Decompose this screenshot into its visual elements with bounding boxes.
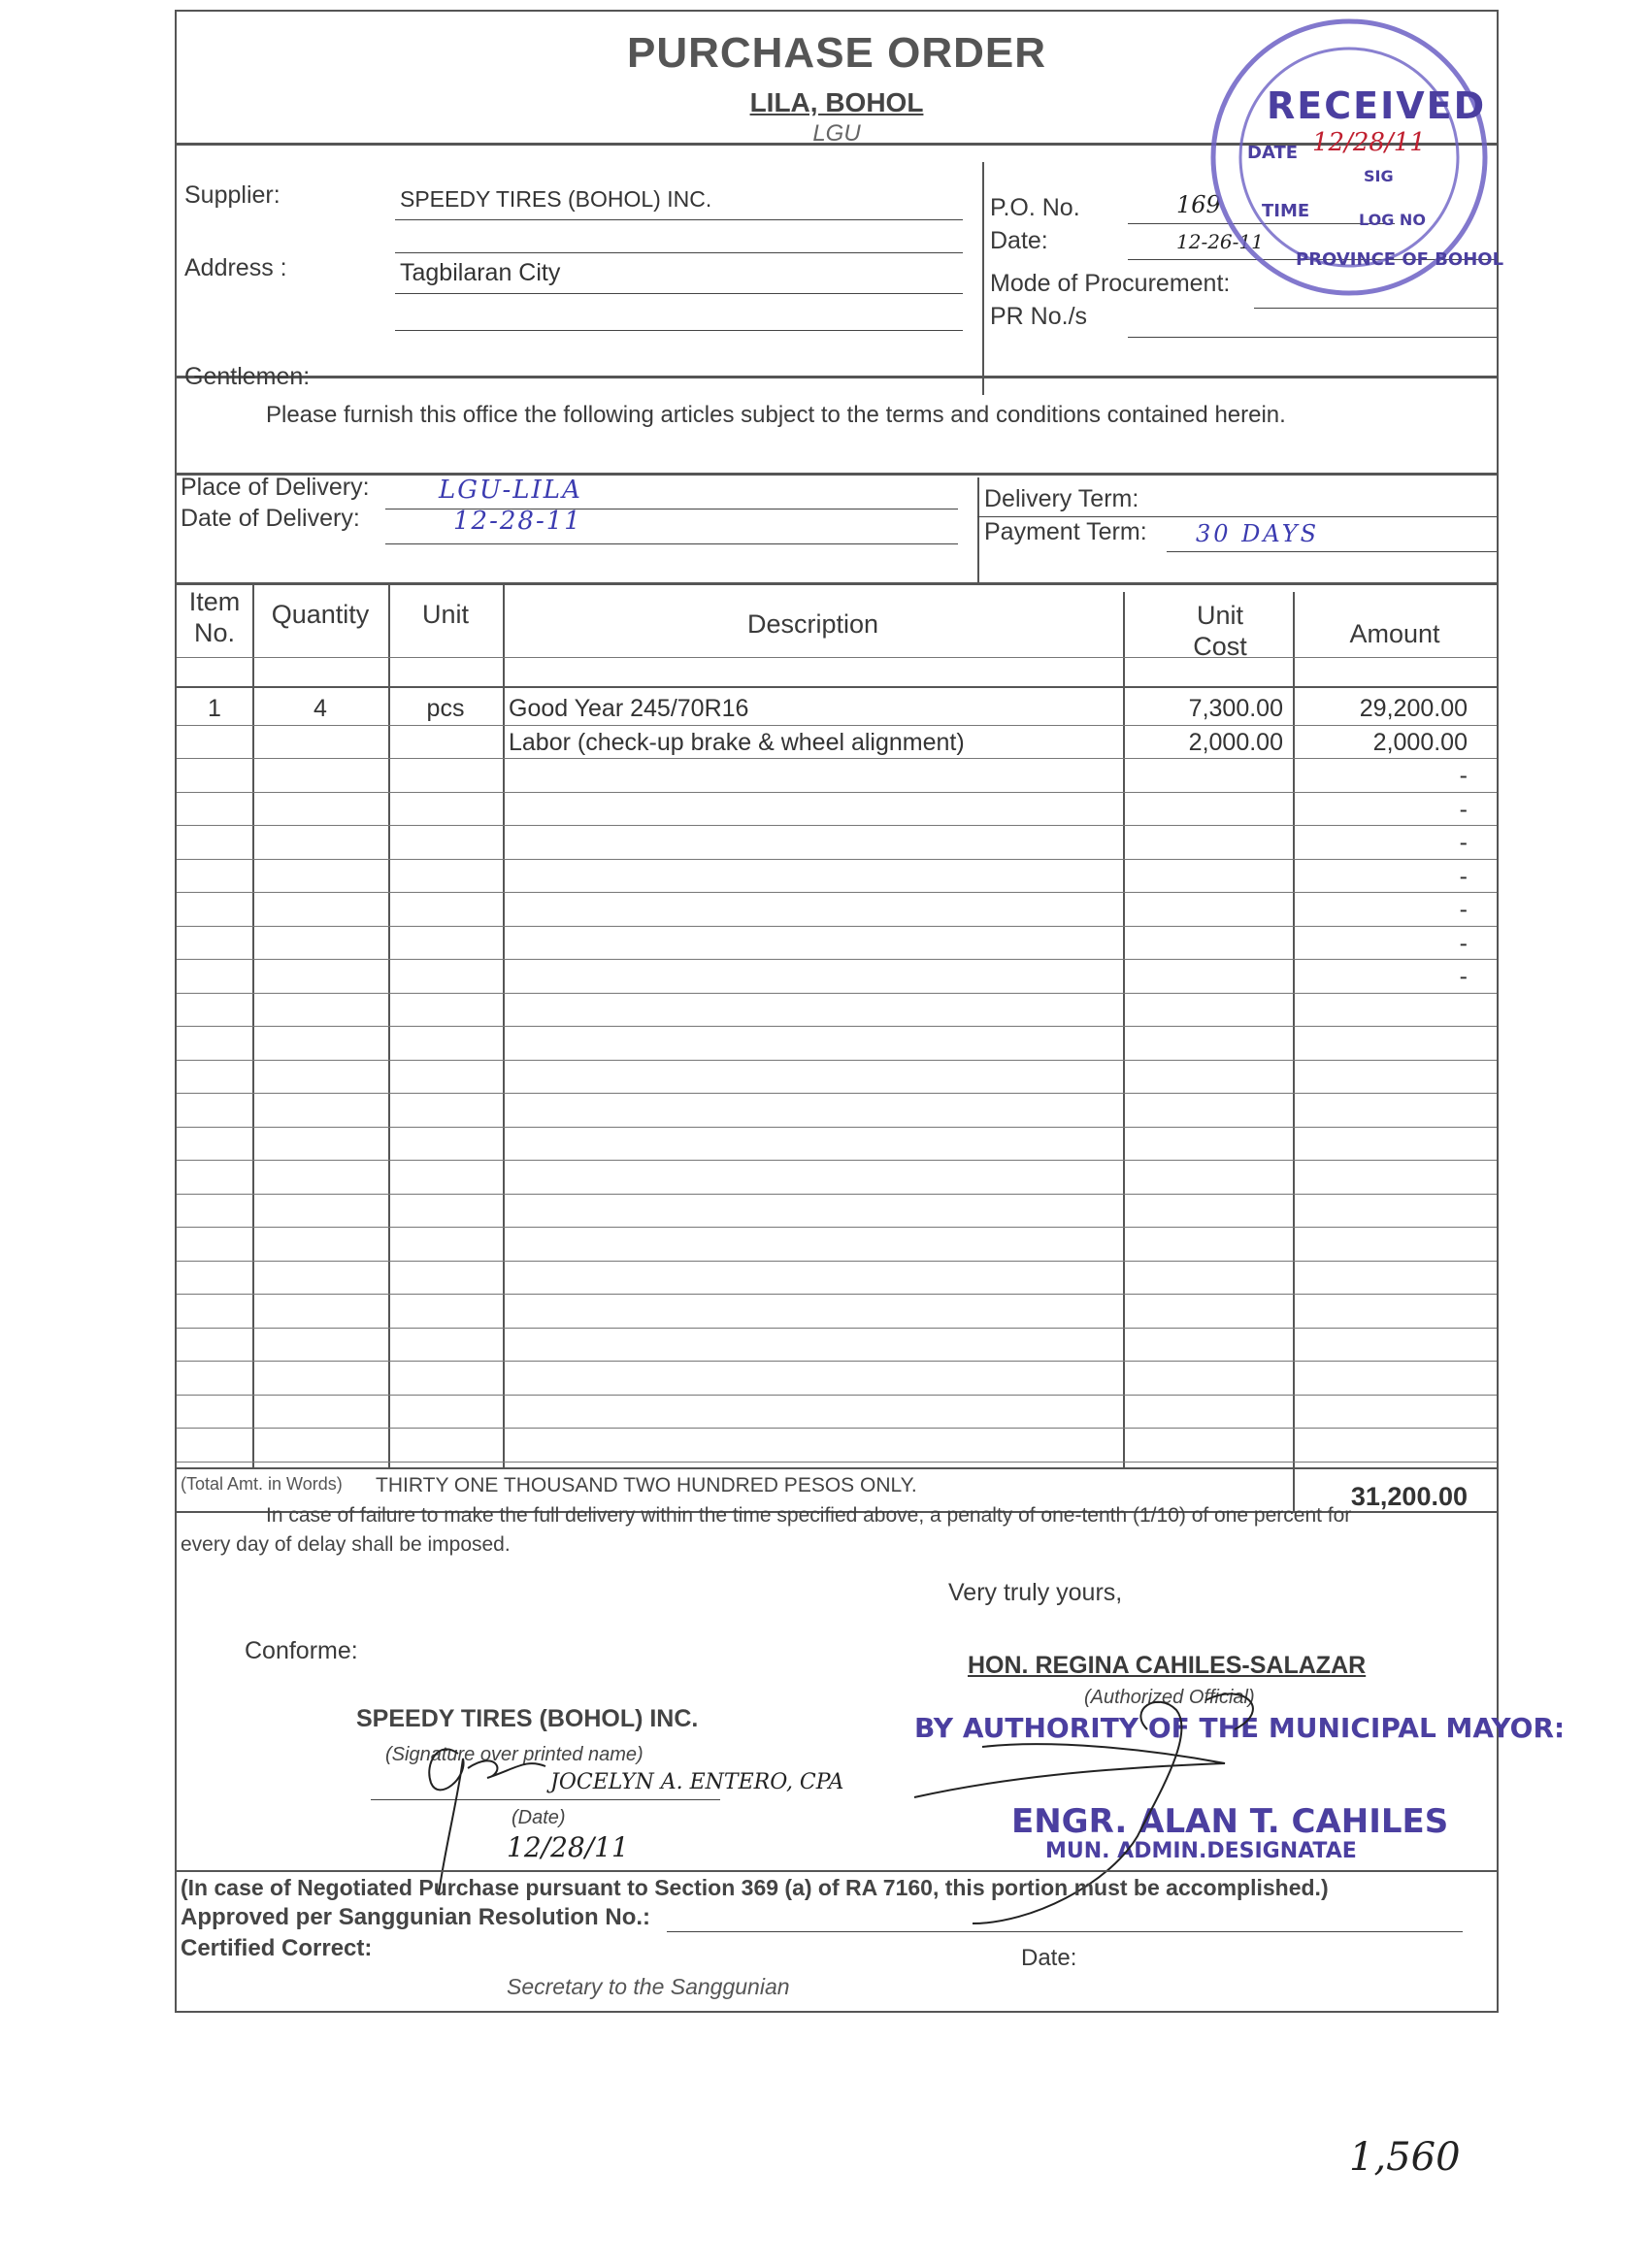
pr-number-label: PR No./s: [990, 303, 1088, 330]
stamp-received: RECEIVED: [1267, 84, 1487, 127]
underline: [395, 219, 963, 220]
cell-amount: -: [1459, 795, 1468, 823]
stamp-log-label: LOG NO: [1359, 211, 1426, 229]
stamp-date-label: DATE: [1247, 143, 1299, 163]
address-value: Tagbilaran City: [400, 259, 561, 286]
column-divider: [503, 582, 505, 1467]
row-line: [177, 758, 1497, 759]
negotiated-date-label: Date:: [1021, 1945, 1077, 1971]
place-heading: LILA, BOHOL: [749, 87, 924, 117]
row-line: [177, 657, 1497, 658]
official-name: HON. REGINA CAHILES-SALAZAR: [968, 1652, 1367, 1679]
cell-amount: -: [1459, 829, 1468, 856]
row-line: [177, 1395, 1497, 1396]
designee-name: ENGR. ALAN T. CAHILES: [1011, 1802, 1449, 1841]
resolution-label: Approved per Sanggunian Resolution No.:: [181, 1904, 651, 1930]
row-line: [177, 1261, 1497, 1262]
row-line: [177, 1428, 1497, 1429]
row-line: [177, 959, 1497, 960]
po-number-label: P.O. No.: [990, 194, 1080, 221]
row-line: [177, 859, 1497, 860]
underline: [395, 252, 963, 253]
date-caption: (Date): [512, 1807, 566, 1828]
row-line: [177, 1328, 1497, 1329]
header-description: Description: [746, 609, 879, 639]
row-line: [177, 1160, 1497, 1161]
cell-quantity: 4: [314, 695, 327, 722]
delivery-term-label: Delivery Term:: [984, 485, 1139, 512]
row-line: [177, 1361, 1497, 1362]
po-date-label: Date:: [990, 227, 1048, 254]
authority-stamp: BY AUTHORITY OF THE MUNICIPAL MAYOR:: [914, 1712, 1566, 1744]
divider: [982, 162, 984, 395]
row-line: [177, 825, 1497, 826]
underline: [977, 516, 1497, 517]
cell-unit-cost: 7,300.00: [1188, 695, 1283, 722]
cell-amount: -: [1459, 963, 1468, 990]
row-line: [177, 1127, 1497, 1128]
mode-of-procurement-label: Mode of Procurement:: [990, 270, 1231, 297]
cell-amount: -: [1459, 862, 1468, 890]
header-amount: Amount: [1349, 619, 1440, 648]
cell-amount: 2,000.00: [1372, 728, 1468, 756]
underline: [395, 293, 963, 294]
cell-description: Good Year 245/70R16: [509, 695, 749, 722]
row-line: [177, 725, 1497, 726]
divider: [177, 473, 1497, 476]
row-line: [177, 993, 1497, 994]
address-label: Address :: [184, 254, 287, 281]
stamp-outer-text: PROVINCE OF BOHOL: [1296, 249, 1504, 270]
header-unit: Unit: [421, 600, 469, 629]
header-unit-cost: Unit Cost: [1193, 601, 1247, 661]
certified-label: Certified Correct:: [181, 1935, 373, 1961]
underline: [1254, 308, 1497, 309]
underline: [1167, 551, 1497, 552]
total-words-label: (Total Amt. in Words): [181, 1474, 343, 1494]
purchase-order-form: [175, 10, 1566, 2013]
row-line: [177, 1462, 1497, 1463]
header-quantity: Quantity: [271, 600, 370, 629]
divider: [177, 1870, 1497, 1872]
cell-description: Labor (check-up brake & wheel alignment): [509, 728, 965, 756]
intro-text: Please furnish this office the following articles subject to the terms and conditions contained herein.: [266, 402, 1286, 428]
cell-unit-cost: 2,000.00: [1188, 728, 1283, 756]
row-line: [177, 1093, 1497, 1094]
place-of-delivery-value: LGU-LILA: [439, 476, 582, 505]
row-line: [177, 792, 1497, 793]
stamp-sig-label: SIG: [1364, 167, 1394, 185]
grand-total: 31,200.00: [1350, 1482, 1468, 1511]
date-of-delivery-label: Date of Delivery:: [181, 505, 360, 532]
cell-unit: pcs: [426, 695, 465, 722]
designee-title: MUN. ADMIN.DESIGNATAE: [1045, 1839, 1357, 1863]
cell-amount: 29,200.00: [1359, 695, 1468, 722]
underline: [385, 543, 958, 544]
penalty-clause: In case of failure to make the full delivery within the time specified above, a penalty of one-tenth (1/10) of one percent for every day of delay shall be imposed.: [181, 1504, 1352, 1556]
divider: [177, 582, 1497, 585]
supplier-signer-name: JOCELYN A. ENTERO, CPA: [550, 1770, 844, 1794]
official-caption: (Authorized Official): [1084, 1687, 1255, 1708]
row-line: [177, 686, 1497, 688]
cell-item-no: 1: [208, 695, 221, 722]
supplier-label: Supplier:: [184, 181, 280, 209]
cell-amount: -: [1459, 929, 1468, 957]
conforme-date: 12/28/11: [507, 1831, 629, 1863]
row-line: [177, 1060, 1497, 1061]
place-of-delivery-label: Place of Delivery:: [181, 474, 370, 501]
underline: [395, 330, 963, 331]
row-line: [177, 1026, 1497, 1027]
cell-amount: -: [1459, 762, 1468, 789]
row-line: [177, 1194, 1497, 1195]
stamp-time-label: TIME: [1262, 201, 1310, 221]
header-item-no: Item No.: [188, 587, 241, 647]
divider: [977, 477, 979, 582]
po-number-value: 169: [1176, 191, 1221, 218]
office-heading: LGU: [812, 120, 861, 147]
closing: Very truly yours,: [948, 1579, 1123, 1606]
conforme-label: Conforme:: [245, 1637, 358, 1664]
underline: [1128, 337, 1497, 338]
supplier-signature-name: SPEEDY TIRES (BOHOL) INC.: [356, 1705, 699, 1732]
date-of-delivery-value: 12-28-11: [453, 507, 582, 536]
secretary-caption: Secretary to the Sanggunian: [507, 1974, 790, 1999]
row-line: [177, 1467, 1497, 1469]
column-divider: [1123, 592, 1125, 1467]
underline: [667, 1931, 1463, 1932]
row-line: [177, 1227, 1497, 1228]
stamp-date-value: 12/28/11: [1312, 128, 1426, 157]
row-line: [177, 1294, 1497, 1295]
payment-term-value: 30 DAYS: [1196, 520, 1320, 547]
payment-term-label: Payment Term:: [984, 518, 1147, 545]
row-line: [177, 892, 1497, 893]
cell-amount: -: [1459, 896, 1468, 923]
received-stamp: [1204, 12, 1504, 303]
supplier-signature-caption: (Signature over printed name): [385, 1744, 644, 1765]
supplier-value: SPEEDY TIRES (BOHOL) INC.: [400, 186, 712, 212]
negotiated-note: (In case of Negotiated Purchase pursuant to Section 369 (a) of RA 7160, this portion must be accomplished.): [181, 1875, 1329, 1900]
divider: [177, 376, 1497, 378]
total-words: THIRTY ONE THOUSAND TWO HUNDRED PESOS ONLY.: [376, 1474, 917, 1496]
salutation: Gentlemen:: [184, 363, 311, 390]
po-date-value: 12-26-11: [1176, 230, 1264, 253]
handwritten-page-note: 1,560: [1349, 2135, 1461, 2180]
document-title: PURCHASE ORDER: [626, 29, 1047, 77]
column-divider: [1293, 592, 1295, 1467]
row-line: [177, 926, 1497, 927]
